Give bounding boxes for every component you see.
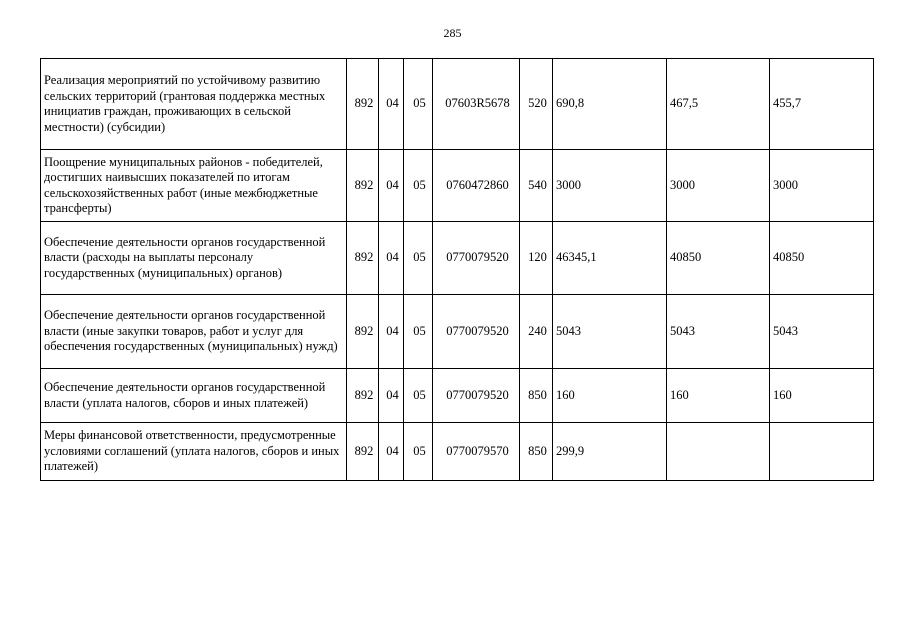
row-description: Меры финансовой ответственности, предусмотренные условиями соглашений (уплата налогов, сборов и иных платежей) — [41, 423, 347, 481]
amount-year-1: 5043 — [553, 295, 667, 369]
page-number: 285 — [443, 26, 462, 40]
amount-year-2: 40850 — [667, 222, 770, 295]
expense-type-code: 240 — [520, 295, 553, 369]
row-description: Обеспечение деятельности органов государственной власти (расходы на выплаты персоналу государственных (муниципальных) органов) — [41, 222, 347, 295]
subsection-code: 05 — [404, 59, 433, 150]
amount-year-2: 3000 — [667, 150, 770, 222]
amount-year-1: 690,8 — [553, 59, 667, 150]
row-description: Обеспечение деятельности органов государственной власти (уплата налогов, сборов и иных платежей) — [41, 369, 347, 423]
expense-type-code: 120 — [520, 222, 553, 295]
grbs-code: 892 — [347, 150, 379, 222]
target-article-code: 0770079520 — [433, 369, 520, 423]
amount-year-2: 467,5 — [667, 59, 770, 150]
section-code: 04 — [379, 295, 404, 369]
table-row — [41, 222, 874, 295]
amount-year-3: 5043 — [770, 295, 874, 369]
amount-year-1: 46345,1 — [553, 222, 667, 295]
table-row — [41, 423, 874, 481]
budget-table — [40, 58, 874, 481]
subsection-code: 05 — [404, 150, 433, 222]
target-article-code: 07603R5678 — [433, 59, 520, 150]
row-description: Обеспечение деятельности органов государственной власти (иные закупки товаров, работ и услуг для обеспечения государственных (муниципальных) нужд) — [41, 295, 347, 369]
amount-year-3: 160 — [770, 369, 874, 423]
subsection-code: 05 — [404, 295, 433, 369]
expense-type-code: 850 — [520, 369, 553, 423]
amount-year-2: 5043 — [667, 295, 770, 369]
expense-type-code: 540 — [520, 150, 553, 222]
table-row — [41, 295, 874, 369]
section-code: 04 — [379, 369, 404, 423]
grbs-code: 892 — [347, 295, 379, 369]
amount-year-3: 3000 — [770, 150, 874, 222]
row-description: Поощрение муниципальных районов - победителей, достигших наивысших показателей по итогам сельскохозяйственных работ (иные межбюджетные трансферты) — [41, 150, 347, 222]
grbs-code: 892 — [347, 59, 379, 150]
section-code: 04 — [379, 423, 404, 481]
target-article-code: 0760472860 — [433, 150, 520, 222]
amount-year-2 — [667, 423, 770, 481]
amount-year-1: 299,9 — [553, 423, 667, 481]
table-row — [41, 369, 874, 423]
expense-type-code: 520 — [520, 59, 553, 150]
section-code: 04 — [379, 150, 404, 222]
section-code: 04 — [379, 59, 404, 150]
amount-year-1: 3000 — [553, 150, 667, 222]
target-article-code: 0770079520 — [433, 295, 520, 369]
table-row — [41, 59, 874, 150]
row-description: Реализация мероприятий по устойчивому развитию сельских территорий (грантовая поддержка местных инициатив граждан, проживающих в сельской местности) (субсидии) — [41, 59, 347, 150]
table-row — [41, 150, 874, 222]
expense-type-code: 850 — [520, 423, 553, 481]
subsection-code: 05 — [404, 222, 433, 295]
grbs-code: 892 — [347, 222, 379, 295]
amount-year-3: 40850 — [770, 222, 874, 295]
target-article-code: 0770079520 — [433, 222, 520, 295]
amount-year-3: 455,7 — [770, 59, 874, 150]
grbs-code: 892 — [347, 423, 379, 481]
subsection-code: 05 — [404, 423, 433, 481]
target-article-code: 0770079570 — [433, 423, 520, 481]
section-code: 04 — [379, 222, 404, 295]
grbs-code: 892 — [347, 369, 379, 423]
amount-year-3 — [770, 423, 874, 481]
subsection-code: 05 — [404, 369, 433, 423]
amount-year-1: 160 — [553, 369, 667, 423]
amount-year-2: 160 — [667, 369, 770, 423]
